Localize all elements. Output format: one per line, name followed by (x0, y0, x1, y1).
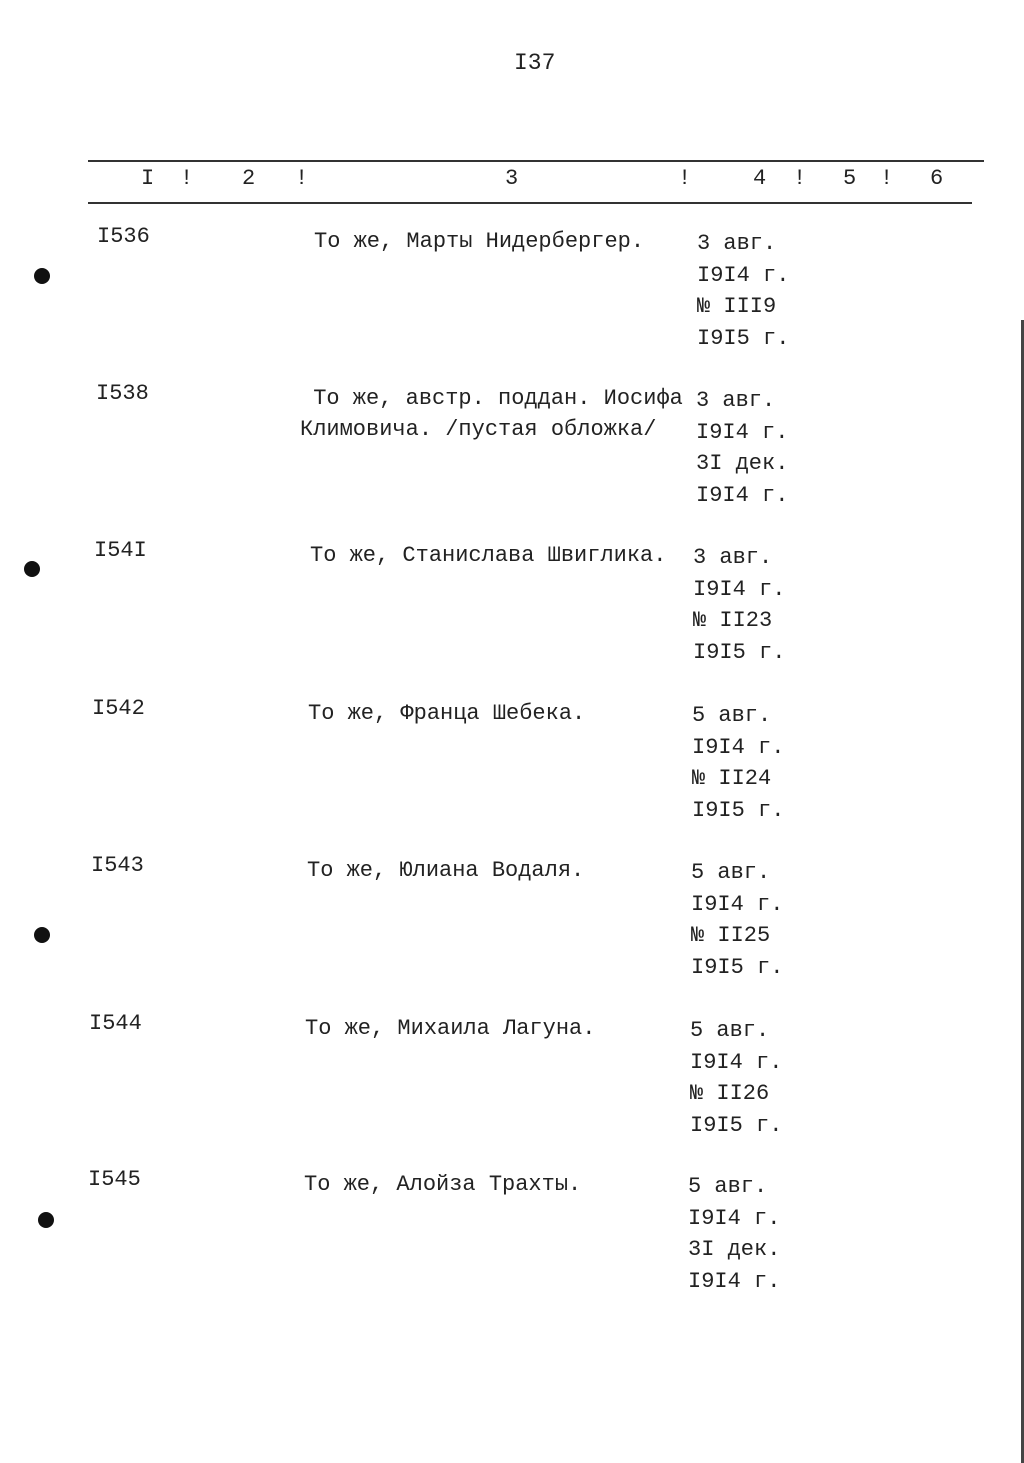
date-line: I9I4 г. (691, 891, 784, 917)
record-description (304, 1169, 581, 1200)
record-dates (696, 385, 788, 511)
date-line: I9I4 г. (696, 482, 789, 508)
column-separator: ! (678, 166, 692, 191)
date-line: I9I5 г. (691, 954, 784, 980)
date-line: I9I4 г. (688, 1205, 781, 1231)
date-line: 3 авг. (696, 388, 776, 413)
record-number: I54I (94, 538, 147, 563)
date-line: № II23 (693, 608, 773, 633)
date-line: I9I4 г. (696, 419, 789, 445)
date-line: 5 авг. (692, 703, 772, 728)
date-line: № II24 (692, 766, 772, 791)
date-line: № III9 (697, 294, 777, 319)
date-line: 3 авг. (697, 231, 777, 256)
binder-hole-mark (34, 268, 50, 284)
date-line: 5 авг. (688, 1174, 768, 1199)
column-header-6: 6 (930, 166, 944, 191)
description-line: То же, австр. поддан. Иосифа (300, 386, 683, 411)
date-line: I9I4 г. (697, 262, 790, 288)
table-top-rule (88, 160, 984, 162)
record-dates (690, 1015, 782, 1141)
column-header-3: 3 (505, 166, 519, 191)
record-number: I543 (91, 853, 144, 878)
date-line: I9I4 г. (688, 1268, 781, 1294)
date-line: № II25 (691, 923, 771, 948)
table-header-rule (88, 202, 972, 204)
description-line: То же, Юлиана Водаля. (307, 858, 585, 883)
binder-hole-mark (38, 1212, 54, 1228)
column-header-5: 5 (843, 166, 857, 191)
description-line: Климовича. /пустая обложка/ (300, 417, 657, 442)
description-line: То же, Станислава Швиглика. (310, 543, 667, 568)
binder-hole-mark (34, 927, 50, 943)
record-description (300, 383, 683, 445)
date-line: 3I дек. (688, 1237, 781, 1262)
record-dates (688, 1171, 780, 1297)
description-line: То же, Михаила Лагуна. (305, 1016, 596, 1041)
record-description (307, 855, 584, 886)
record-dates (693, 542, 785, 668)
record-description (305, 1013, 595, 1044)
date-line: I9I4 г. (693, 576, 786, 602)
date-line: I9I5 г. (693, 639, 786, 665)
record-description (310, 540, 666, 571)
description-line: То же, Марты Нидербергер. (314, 229, 645, 254)
record-dates (692, 700, 784, 826)
record-number: I544 (89, 1011, 142, 1036)
date-line: 3I дек. (696, 451, 789, 476)
description-line: То же, Алойза Трахты. (304, 1172, 582, 1197)
date-line: 5 авг. (690, 1018, 770, 1043)
date-line: I9I5 г. (690, 1112, 783, 1138)
date-line: I9I5 г. (692, 797, 785, 823)
date-line: № II26 (690, 1081, 770, 1106)
record-description (308, 698, 585, 729)
page-number: I37 (514, 50, 556, 76)
column-header-2: 2 (242, 166, 256, 191)
column-header-4: 4 (753, 166, 767, 191)
column-separator: ! (295, 166, 309, 191)
column-separator: ! (880, 166, 894, 191)
record-dates (697, 228, 789, 354)
record-dates (691, 857, 783, 983)
date-line: I9I5 г. (697, 325, 790, 351)
description-line: То же, Франца Шебека. (308, 701, 586, 726)
column-header-1: I (141, 166, 155, 191)
column-separator: ! (180, 166, 194, 191)
record-number: I536 (97, 224, 150, 249)
date-line: I9I4 г. (692, 734, 785, 760)
record-number: I545 (88, 1167, 141, 1192)
binder-hole-mark (24, 561, 40, 577)
record-number: I542 (92, 696, 145, 721)
date-line: I9I4 г. (690, 1049, 783, 1075)
record-description (314, 226, 644, 257)
record-number: I538 (96, 381, 149, 406)
column-separator: ! (793, 166, 807, 191)
date-line: 3 авг. (693, 545, 773, 570)
date-line: 5 авг. (691, 860, 771, 885)
